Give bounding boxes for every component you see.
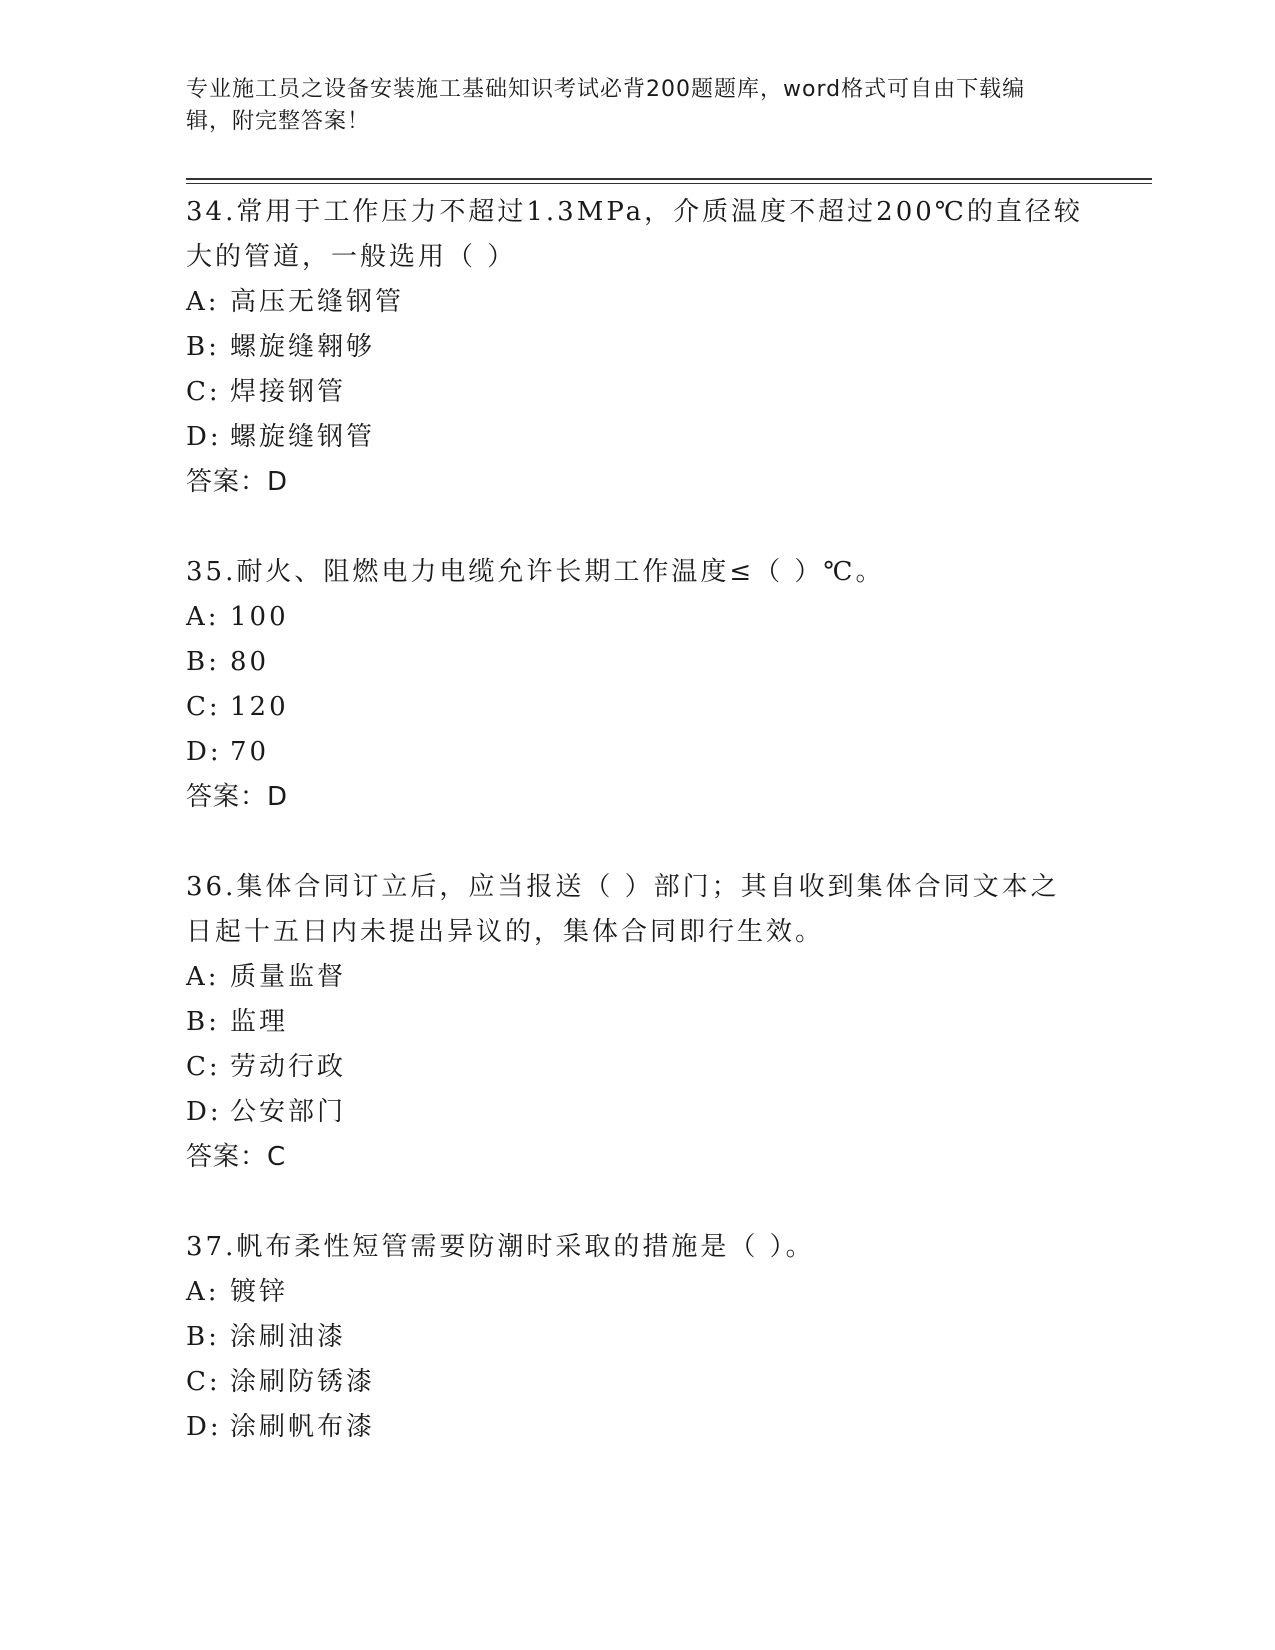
option-d xyxy=(186,1405,1086,1450)
option-letter: B: xyxy=(186,332,220,362)
option-text: 120 xyxy=(230,692,289,722)
option-c xyxy=(186,1360,1086,1405)
question-stem: 34.常用于工作压力不超过1.3MPa，介质温度不超过200℃的直径较大的管道，一般选用（ ） xyxy=(186,197,1083,272)
option-letter: C: xyxy=(186,1052,221,1082)
option-text: 劳动行政 xyxy=(230,1052,347,1082)
option-letter: D: xyxy=(186,422,222,452)
option-text: 涂刷帆布漆 xyxy=(230,1412,376,1442)
option-a xyxy=(186,280,1086,325)
option-letter: C: xyxy=(186,692,221,722)
option-d xyxy=(186,730,1086,775)
question-stem: 37.帆布柔性短管需要防潮时采取的措施是（ ）。 xyxy=(186,1232,815,1262)
option-text: 70 xyxy=(230,737,270,767)
answer-line: 答案：D xyxy=(186,467,289,497)
option-text: 螺旋缝翱够 xyxy=(230,332,376,362)
question-35 xyxy=(186,550,1086,820)
option-letter: C: xyxy=(186,377,221,407)
option-text: 质量监督 xyxy=(230,962,347,992)
option-letter: A: xyxy=(186,602,220,632)
option-letter: D: xyxy=(186,1097,222,1127)
option-letter: B: xyxy=(186,1007,220,1037)
option-text: 螺旋缝钢管 xyxy=(230,422,376,452)
option-d xyxy=(186,1090,1086,1135)
option-text: 100 xyxy=(230,602,289,632)
option-text: 监理 xyxy=(230,1007,289,1037)
option-letter: B: xyxy=(186,1322,220,1352)
header-divider-thin xyxy=(186,183,1152,184)
question-stem: 35.耐火、阻燃电力电缆允许长期工作温度≤（ ）℃。 xyxy=(186,557,885,587)
option-letter: B: xyxy=(186,647,220,677)
option-a xyxy=(186,595,1086,640)
option-letter: D: xyxy=(186,737,222,767)
option-text: 镀锌 xyxy=(230,1277,289,1307)
option-a xyxy=(186,1270,1086,1315)
option-text: 公安部门 xyxy=(230,1097,347,1127)
option-letter: A: xyxy=(186,962,220,992)
option-text: 80 xyxy=(230,647,270,677)
option-d xyxy=(186,415,1086,460)
option-c xyxy=(186,370,1086,415)
option-b xyxy=(186,325,1086,370)
question-37 xyxy=(186,1225,1086,1450)
option-letter: D: xyxy=(186,1412,222,1442)
option-b xyxy=(186,1000,1086,1045)
option-text: 涂刷油漆 xyxy=(230,1322,347,1352)
document-header: 专业施工员之设备安装施工基础知识考试必背200题题库，word格式可自由下载编辑，附完整答案！ xyxy=(186,77,1026,134)
option-c xyxy=(186,1045,1086,1090)
answer-line: 答案：C xyxy=(186,1142,287,1172)
question-36 xyxy=(186,865,1086,1180)
option-text: 高压无缝钢管 xyxy=(230,287,405,317)
option-b xyxy=(186,640,1086,685)
option-text: 焊接钢管 xyxy=(230,377,347,407)
option-a xyxy=(186,955,1086,1000)
question-list xyxy=(186,190,1086,1495)
option-letter: A: xyxy=(186,287,220,317)
option-c xyxy=(186,685,1086,730)
option-b xyxy=(186,1315,1086,1360)
answer-line: 答案：D xyxy=(186,782,289,812)
header-divider xyxy=(186,178,1152,180)
option-text: 涂刷防锈漆 xyxy=(230,1367,376,1397)
option-letter: A: xyxy=(186,1277,220,1307)
option-letter: C: xyxy=(186,1367,221,1397)
question-34 xyxy=(186,190,1086,505)
question-stem: 36.集体合同订立后，应当报送（ ）部门；其自收到集体合同文本之日起十五日内未提出异议的，集体合同即行生效。 xyxy=(186,872,1060,947)
